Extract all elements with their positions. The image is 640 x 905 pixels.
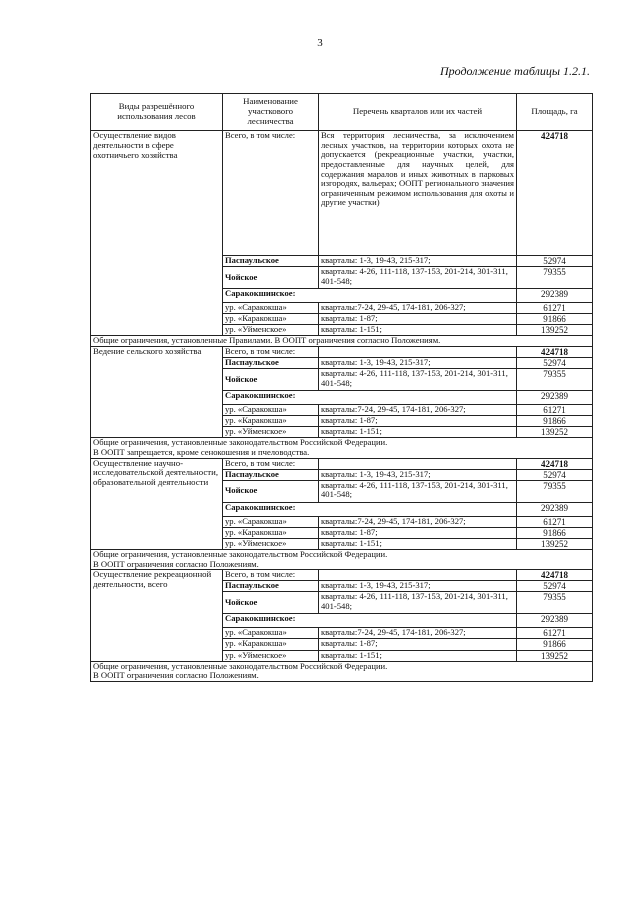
total-description-cell (319, 458, 517, 469)
restrictions-note-row (91, 661, 593, 681)
restriction-note: В ООПТ запрещается, кроме сенокошения и пчеловодства. (93, 446, 310, 457)
restriction-note: В ООПТ ограничения согласно Положениям. (93, 558, 259, 569)
area-cell: 52974 (517, 469, 593, 480)
forestry-name-cell: Саракокшинское: (223, 614, 517, 628)
table-row (91, 570, 593, 581)
forestry-name-cell: ур. «Уйменское» (223, 325, 319, 336)
total-description-cell (319, 346, 517, 357)
forestry-total-cell: Всего, в том числе: (223, 131, 319, 256)
quarters-cell: кварталы: 1-3, 19-43, 215-317; (319, 358, 517, 369)
area-cell: 61271 (517, 405, 593, 416)
quarters-cell: кварталы: 1-151; (319, 427, 517, 438)
restrictions-note-cell (91, 336, 593, 347)
forestry-name-cell: ур. «Уйменское» (223, 427, 319, 438)
table-row (91, 346, 593, 357)
forestry-total-cell: Всего, в том числе: (223, 458, 319, 469)
restriction-note: Общие ограничения, установленные законодательством Российской Федерации. (93, 661, 388, 671)
quarters-cell: кварталы:7-24, 29-45, 174-181, 206-327; (319, 516, 517, 527)
area-cell: 52974 (517, 358, 593, 369)
area-cell: 61271 (517, 303, 593, 314)
use-type-cell: Ведение сельского хозяйства (91, 346, 223, 437)
quarters-cell: кварталы: 1-87; (319, 314, 517, 325)
area-cell: 79355 (517, 369, 593, 391)
area-cell: 139252 (517, 427, 593, 438)
quarters-cell: кварталы: 1-87; (319, 527, 517, 538)
page-number: 3 (317, 37, 323, 49)
total-description-cell (319, 570, 517, 581)
forestry-total-cell: Всего, в том числе: (223, 346, 319, 357)
forestry-name-cell: Чойское (223, 267, 319, 289)
forestry-name-cell: Чойское (223, 369, 319, 391)
forestry-name-cell: Паспаульское (223, 256, 319, 267)
quarters-cell: кварталы: 1-151; (319, 650, 517, 661)
restrictions-note-cell (91, 549, 593, 569)
quarters-cell: кварталы: 1-151; (319, 538, 517, 549)
area-cell: 91866 (517, 314, 593, 325)
forestry-name-cell: ур. «Саракокша» (223, 303, 319, 314)
forestry-name-cell: ур. «Уйменское» (223, 538, 319, 549)
table-row (91, 458, 593, 469)
forestry-name-cell: ур. «Саракокша» (223, 405, 319, 416)
table-row (91, 131, 593, 256)
forestry-name-cell: ур. «Каракокша» (223, 314, 319, 325)
quarters-cell: кварталы: 4-26, 111-118, 137-153, 201-214, 301-311, 401-548; (319, 267, 517, 289)
forestry-name-cell: ур. «Каракокша» (223, 639, 319, 650)
forestry-total-cell: Всего, в том числе: (223, 570, 319, 581)
header-area: Площадь, га (517, 94, 593, 131)
area-cell: 61271 (517, 516, 593, 527)
restriction-note: В ООПТ ограничения согласно Положениям. (93, 670, 259, 681)
forestry-name-cell: Паспаульское (223, 469, 319, 480)
area-cell: 292389 (517, 391, 593, 405)
use-type-cell: Осуществление рекреационной деятельности, всего (91, 570, 223, 661)
forestry-name-cell: Саракокшинское: (223, 391, 517, 405)
quarters-cell: кварталы: 1-3, 19-43, 215-317; (319, 256, 517, 267)
forestry-name-cell: Паспаульское (223, 581, 319, 592)
area-cell: 52974 (517, 581, 593, 592)
forestry-name-cell: ур. «Каракокша» (223, 416, 319, 427)
restriction-note: Общие ограничения, установленные законодательством Российской Федерации. (93, 437, 388, 448)
area-cell: 91866 (517, 416, 593, 427)
forestry-name-cell: Чойское (223, 592, 319, 614)
quarters-cell: кварталы: 1-3, 19-43, 215-317; (319, 469, 517, 480)
area-cell: 292389 (517, 502, 593, 516)
quarters-cell: кварталы: 1-151; (319, 325, 517, 336)
area-cell: 91866 (517, 527, 593, 538)
area-cell: 91866 (517, 639, 593, 650)
table-header-row (91, 94, 593, 131)
quarters-cell: кварталы:7-24, 29-45, 174-181, 206-327; (319, 405, 517, 416)
total-area-cell: 424718 (517, 458, 593, 469)
quarters-cell: кварталы: 4-26, 111-118, 137-153, 201-214, 301-311, 401-548; (319, 592, 517, 614)
quarters-cell: кварталы:7-24, 29-45, 174-181, 206-327; (319, 628, 517, 639)
total-area-cell: 424718 (517, 570, 593, 581)
area-cell: 79355 (517, 592, 593, 614)
area-cell: 139252 (517, 650, 593, 661)
total-area-cell: 424718 (517, 346, 593, 357)
forestry-name-cell: ур. «Каракокша» (223, 527, 319, 538)
forestry-name-cell: Чойское (223, 480, 319, 502)
area-cell: 79355 (517, 267, 593, 289)
quarters-cell: кварталы: 4-26, 111-118, 137-153, 201-214, 301-311, 401-548; (319, 369, 517, 391)
restriction-note: Общие ограничения, установленные законодательством Российской Федерации. (93, 549, 388, 559)
forest-use-table (90, 93, 593, 682)
forestry-name-cell: ур. «Саракокша» (223, 516, 319, 527)
header-forestry: Наименование участкового лесничества (223, 94, 319, 131)
quarters-cell: кварталы: 1-3, 19-43, 215-317; (319, 581, 517, 592)
restriction-note: Общие ограничения, установленные Правилами. В ООПТ ограничения согласно Положениям. (93, 335, 441, 346)
restrictions-note-cell (91, 438, 593, 458)
quarters-cell: кварталы: 1-87; (319, 639, 517, 650)
quarters-cell: кварталы: 1-87; (319, 416, 517, 427)
area-cell: 292389 (517, 289, 593, 303)
restrictions-note-row (91, 336, 593, 347)
area-cell: 79355 (517, 480, 593, 502)
total-description-cell: Вся территория лесничества, за исключением лесных участков, на территории которых охота не допускается (рекреационные участки, участки, предоставленные для научных целей, для содержания маралов и иных животных в парковых изгородях, вальерах; ООПТ регионального значения ограниченным режимом использования для охоты и другие участки) (319, 131, 517, 256)
quarters-cell: кварталы:7-24, 29-45, 174-181, 206-327; (319, 303, 517, 314)
header-type: Виды разрешённого использования лесов (91, 94, 223, 131)
area-cell: 139252 (517, 538, 593, 549)
total-area-cell: 424718 (517, 131, 593, 256)
forestry-name-cell: Саракокшинское: (223, 502, 517, 516)
forestry-name-cell: ур. «Уйменское» (223, 650, 319, 661)
forestry-name-cell: Паспаульское (223, 358, 319, 369)
forestry-name-cell: Саракокшинское: (223, 289, 517, 303)
restrictions-note-row (91, 549, 593, 569)
quarters-cell: кварталы: 4-26, 111-118, 137-153, 201-214, 301-311, 401-548; (319, 480, 517, 502)
header-quarters: Перечень кварталов или их частей (319, 94, 517, 131)
area-cell: 61271 (517, 628, 593, 639)
use-type-cell: Осуществление научно-исследовательской деятельности, образовательной деятельности (91, 458, 223, 549)
table-caption: Продолжение таблицы 1.2.1. (439, 64, 590, 78)
area-cell: 292389 (517, 614, 593, 628)
area-cell: 52974 (517, 256, 593, 267)
area-cell: 139252 (517, 325, 593, 336)
use-type-cell: Осуществление видов деятельности в сфере охотничьего хозяйства (91, 131, 223, 336)
forestry-name-cell: ур. «Саракокша» (223, 628, 319, 639)
restrictions-note-cell (91, 661, 593, 681)
restrictions-note-row (91, 438, 593, 458)
